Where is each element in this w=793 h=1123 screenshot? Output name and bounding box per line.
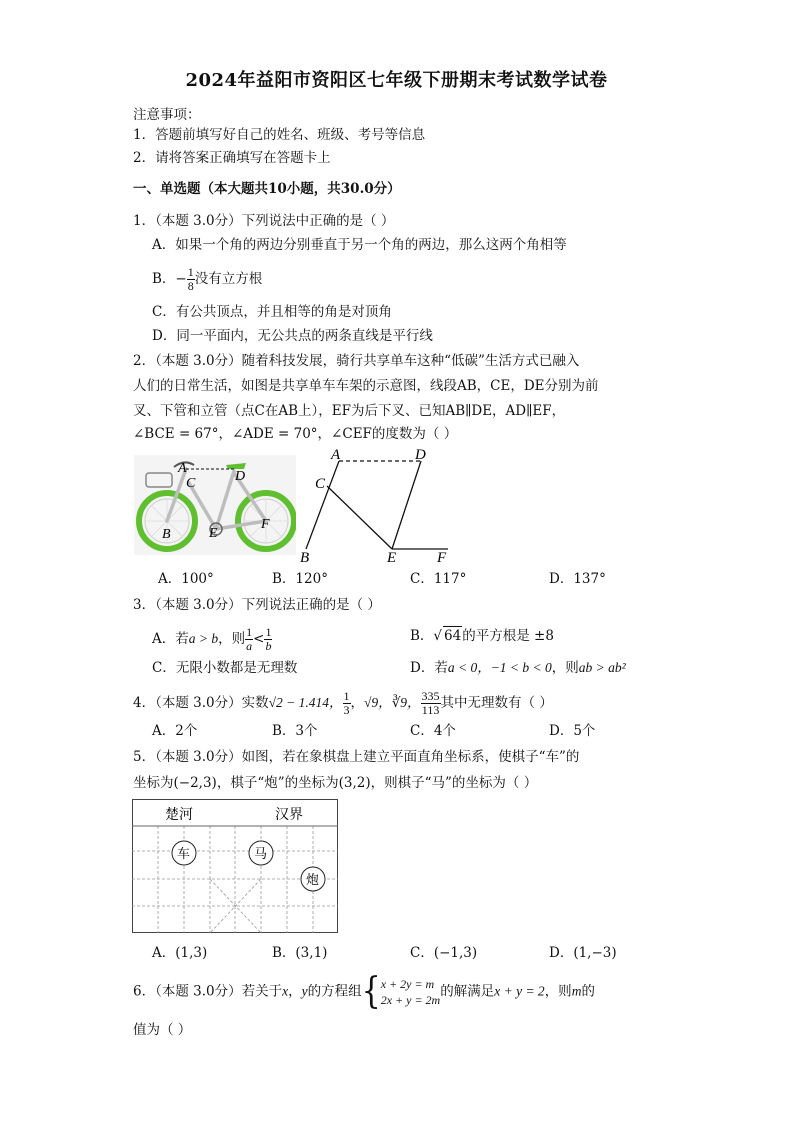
q3-stem: 3．（本题 3.0分）下列说法正确的是（ ） (133, 597, 381, 613)
segment-de (392, 461, 421, 549)
q1-option-d: D．同一平面内，无公共点的两条直线是平行线 (152, 328, 433, 344)
diagram-label-b: B (300, 550, 310, 566)
svg-text:炮: 炮 (306, 872, 320, 887)
bike-label-d: D (235, 469, 246, 484)
q1-option-a: A．如果一个角的两边分别垂直于另一个角的两边，那么这两个角相等 (152, 237, 567, 253)
q4-option-b: B．3个 (272, 723, 318, 739)
bike-photo (134, 455, 296, 555)
q5-option-b: B．(3,1) (272, 945, 328, 961)
notice-item-2: 2．请将答案正确填写在答题卡上 (133, 150, 331, 166)
segment-ab (306, 461, 339, 549)
q4-option-c: C．4个 (410, 723, 456, 739)
q1-stem: 1．（本题 3.0分）下列说法中正确的是（ ） (133, 213, 395, 229)
q3-option-b: B．√ 64的平方根是 ±8 (410, 628, 554, 644)
bike-label-b: B (162, 527, 171, 542)
board-river-right: 汉界 (275, 808, 303, 823)
svg-text:马: 马 (254, 846, 268, 861)
segment-ce (327, 486, 392, 549)
q6-stem: 6．（本题 3.0分）若关于x，y的方程组{ x + 2y = m 2x + y = 2m 的解满足x + y = 2，则m的 (133, 970, 595, 1013)
q5-line-1: 5．（本题 3.0分）如图，若在象棋盘上建立平面直角坐标系，使棋子“车”的 (133, 749, 580, 765)
q4-stem: 4．（本题 3.0分）实数√2 − 1.414， $\frac{1}{3}$ ，√9，∛9， $\frac{335}{113}$ 其中无理数有（ ） (133, 689, 553, 717)
q3-option-c: C．无限小数都是无理数 (152, 660, 298, 676)
notice-item-1: 1．答题前填写好自己的姓名、班级、考号等信息 (133, 127, 426, 143)
q1-option-b: B．− $\frac{1}{8}$ 没有立方根 (152, 265, 263, 293)
diagram-label-f: F (437, 550, 447, 566)
board-river-left: 楚河 (165, 808, 193, 823)
q6-line-2: 值为（ ） (133, 1022, 192, 1038)
q2-line-2: 人们的日常生活，如图是共享单车车架的示意图，线段AB，CE，DE分别为前 (133, 378, 599, 394)
q2-line-4: ∠BCE = 67°，∠ADE = 70°，∠CEF的度数为（ ） (133, 426, 458, 442)
q5-line-2: 坐标为(−2,3)，棋子“炮”的坐标为(3,2)，则棋子“马”的坐标为（ ） (133, 775, 538, 791)
diagram-label-a: A (331, 447, 341, 463)
section-heading: 一、单选题（本大题共10小题，共30.0分） (133, 181, 401, 197)
bike-label-e: E (209, 526, 218, 541)
q5-option-c: C．(−1,3) (410, 945, 478, 961)
q2-line-1: 2．（本题 3.0分）随着科技发展，骑行共享单车这种“低碳”生活方式已融入 (133, 353, 580, 369)
bike-label-a: A (178, 461, 187, 476)
diagram-label-e: E (387, 550, 397, 566)
diagram-label-c: C (315, 476, 326, 492)
q2-option-a: A．100° (158, 571, 214, 587)
bike-label-c: C (186, 476, 196, 491)
page-title: 2024年益阳市资阳区七年级下册期末考试数学试卷 (185, 70, 608, 91)
notice-heading: 注意事项： (133, 107, 201, 123)
svg-text:车: 车 (177, 846, 191, 861)
q2-line-3: 叉、下管和立管（点C在AB上），EF为后下叉、已知AB∥DE，AD∥EF， (133, 403, 566, 419)
diagram-label-d: D (415, 447, 426, 463)
q4-option-a: A．2个 (152, 723, 198, 739)
q5-option-a: A．(1,3) (152, 945, 208, 961)
q5-option-d: D．(1,−3) (549, 945, 617, 961)
q3-option-a: A．若a > b，则 $\frac{1}{a}$ < $\frac{1}{b}$ (152, 625, 272, 653)
geometry-diagram (296, 444, 460, 566)
bike-label-f: F (261, 517, 270, 532)
q2-option-c: C．117° (410, 571, 467, 587)
q1-option-c: C．有公共顶点，并且相等的角是对顶角 (152, 304, 392, 320)
q2-option-d: D．137° (549, 571, 606, 587)
q2-option-b: B．120° (272, 571, 328, 587)
q3-option-d: D．若a < 0，−1 < b < 0，则ab > ab² (410, 660, 626, 676)
chess-board (132, 799, 338, 933)
q4-option-d: D．5个 (549, 723, 596, 739)
